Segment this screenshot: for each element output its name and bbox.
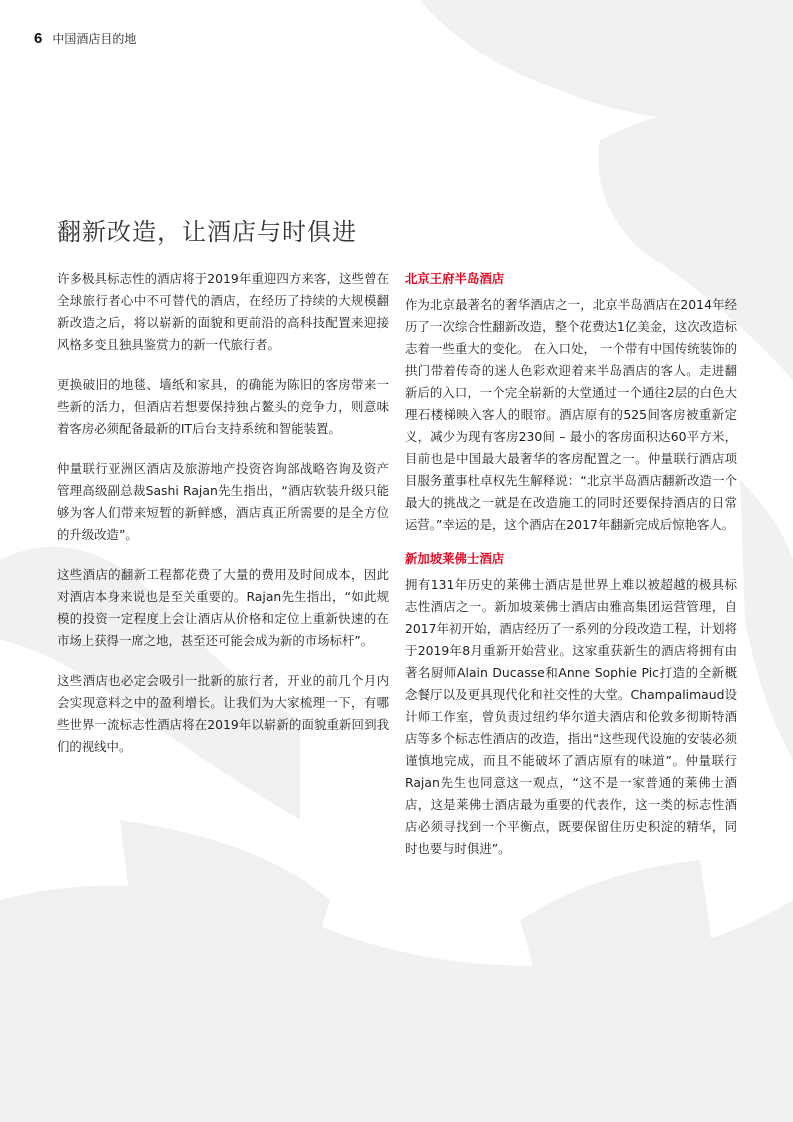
hotel-heading-beijing: 北京王府半岛酒店 <box>405 271 505 286</box>
paragraph: 许多极具标志性的酒店将于2019年重迎四方来客，这些曾在全球旅行者心中不可替代的酒店，在经历了持续的大规模翻新改造之后，将以崭新的面貌和更前沿的高科技配置来迎接风格多变且独具鉴赏力的新一代旅行者。 <box>57 271 389 352</box>
page-header <box>34 30 136 47</box>
article-title: 翻新改造，让酒店与时俱进 <box>57 218 357 246</box>
page-number: 6 <box>34 30 43 47</box>
paragraph: 更换破旧的地毯、墙纸和家具，的确能为陈旧的客房带来一些新的活力，但酒店若想要保持独占鳌头的竞争力，则意味着客房必须配备最新的IT后台支持系统和智能装置。 <box>57 377 389 436</box>
paragraph: 仲量联行亚洲区酒店及旅游地产投资咨询部战略咨询及资产管理高级副总裁Sashi Rajan先生指出，“酒店软装升级只能够为客人们带来短暂的新鲜感，酒店真正所需要的是全方位的升级改造”。 <box>57 461 389 542</box>
paragraph: 这些酒店的翻新工程都花费了大量的费用及时间成本，因此对酒店本身来说也是至关重要的。Rajan先生指出，“如此规模的投资一定程度上会让酒店从价格和定位上重新快速的在市场上获得一席之地，甚至还可能会成为新的市场标杆”。 <box>57 567 389 648</box>
paragraph: 这些酒店也必定会吸引一批新的旅行者，开业的前几个月内会实现意料之中的盈利增长。让我们为大家梳理一下，有哪些世界一流标志性酒店将在2019年以崭新的面貌重新回到我们的视线中。 <box>57 673 389 754</box>
hotel-text-singapore: 拥有131年历史的莱佛士酒店是世界上难以被超越的极具标志性酒店之一。新加坡莱佛士酒店由雅高集团运营管理，自2017年初开始，酒店经历了一系列的分段改造工程，计划将于2019年8月重新开始营业。这家重获新生的酒店将拥有由著名厨师Alain Ducasse和Anne Sophie Pic打造的全新概念餐厅以及更具现代化和社交性的大堂。Champalimaud设计师工作室，曾负责过纽约华尔道夫酒店和伦敦多彻斯特酒店等多个标志性酒店的改造，指出“这些现代设施的安装必须谨慎地完成，而且不能破坏了酒店原有的味道”。仲量联行Rajan先生也同意这一观点，“这不是一家普通的莱佛士酒店，这是莱佛士酒店最为重要的代表作，这一类的标志性酒店必须寻找到一个平衡点，既要保留住历史积淀的精华，同时也要与时俱进”。 <box>405 577 737 856</box>
left-column <box>57 268 389 776</box>
hotel-heading-singapore: 新加坡莱佛士酒店 <box>405 551 505 566</box>
hotel-text-beijing: 作为北京最著名的奢华酒店之一，北京半岛酒店在2014年经历了一次综合性翻新改造，整个花费达1亿美金，这次改造标志着一些重大的变化。 在入口处， 一个带有中国传统装饰的拱门带着传奇的迷人色彩欢迎着来半岛酒店的客人。走进翻新后的入口，一个完全崭新的大堂通过一个通往2层的白色大理石楼梯映入客人的眼帘。酒店原有的525间客房被重新定义，减少为现有客房230间 – 最小的客房面积达60平方米，目前也是中国最大最奢华的客房配置之一。仲量联行酒店项目服务董事杜卓权先生解释说：“北京半岛酒店翻新改造一个最大的挑战之一就是在改造施工的同时还要保持酒店的日常运营。”幸运的是，这个酒店在2017年翻新完成后惊艳客人。 <box>405 297 737 532</box>
section-name: 中国酒店目的地 <box>52 32 137 46</box>
right-column <box>405 268 737 872</box>
